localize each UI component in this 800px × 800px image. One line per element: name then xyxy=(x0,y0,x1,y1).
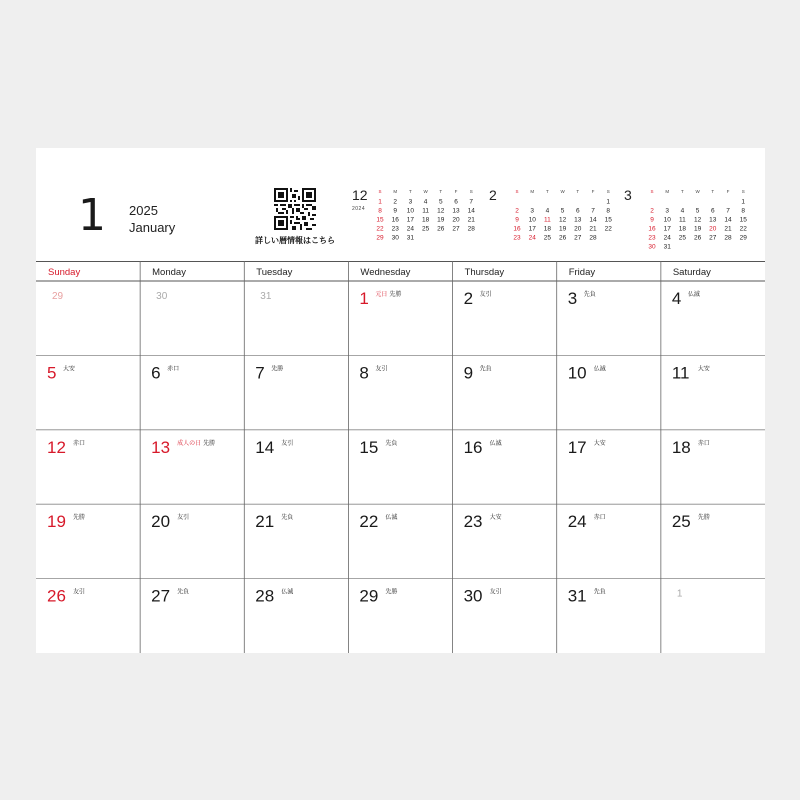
mini-day: 28 xyxy=(589,234,597,242)
mini-weekday-letter: W xyxy=(423,189,428,194)
rokuyo-label: 赤口 xyxy=(593,515,606,522)
rokuyo-label: 大安 xyxy=(489,515,502,522)
mini-day: 9 xyxy=(515,216,519,224)
rokuyo-label: 赤口 xyxy=(167,366,180,373)
weekday-header-saturday: Saturday xyxy=(672,267,711,278)
mini-day: 17 xyxy=(663,225,671,233)
rokuyo-label: 先勝 xyxy=(389,292,402,298)
rokuyo-label: 友引 xyxy=(281,440,294,447)
rokuyo-label: 仏滅 xyxy=(281,589,294,596)
day-number: 19 xyxy=(47,512,66,532)
mini-day: 21 xyxy=(589,225,597,233)
mini-day: 15 xyxy=(739,216,747,224)
rokuyo-label: 仏滅 xyxy=(489,440,502,447)
rokuyo-label: 先勝 xyxy=(203,440,216,447)
rokuyo-label: 友引 xyxy=(73,589,86,596)
mini-day: 23 xyxy=(648,234,656,242)
mini-day: 25 xyxy=(421,225,430,233)
month-grid xyxy=(36,261,765,653)
mini-day: 11 xyxy=(422,207,429,215)
mini-day: 3 xyxy=(408,198,413,206)
mini-day: 29 xyxy=(739,234,747,242)
rokuyo-label: 赤口 xyxy=(73,440,86,447)
rokuyo-label: 先負 xyxy=(385,440,398,447)
mini-day: 12 xyxy=(693,216,702,224)
rokuyo-label: 仏滅 xyxy=(593,366,606,373)
mini-day: 14 xyxy=(724,216,732,224)
mini-weekday-letter: F xyxy=(591,189,595,194)
weekday-header-monday: Monday xyxy=(152,267,186,278)
mini-day: 6 xyxy=(710,207,715,215)
mini-day: 4 xyxy=(423,198,428,206)
mini-day: 27 xyxy=(709,234,717,242)
mini-weekday-letter: S xyxy=(741,189,745,194)
mini-day: 1 xyxy=(378,198,382,206)
rokuyo-label: 友引 xyxy=(489,589,502,596)
mini-day: 13 xyxy=(574,216,582,224)
weekday-header-thursday: Thursday xyxy=(464,267,505,278)
mini-day: 18 xyxy=(421,216,430,224)
day-number: 26 xyxy=(47,586,66,606)
mini-weekday-letter: S xyxy=(515,189,519,194)
mini-day: 21 xyxy=(467,216,475,224)
mini-day: 8 xyxy=(606,207,611,215)
mini-day: 25 xyxy=(543,234,552,242)
mini-weekday-letter: M xyxy=(393,189,398,194)
day-number: 17 xyxy=(567,437,587,457)
rokuyo-label: 友引 xyxy=(177,515,190,522)
month-name-label: January xyxy=(129,220,176,235)
mini-day: 11 xyxy=(679,216,686,224)
mini-weekday-letter: S xyxy=(606,189,610,194)
mini-day: 26 xyxy=(437,225,445,233)
mini-day: 26 xyxy=(558,234,567,242)
rokuyo-label: 赤口 xyxy=(697,440,710,447)
mini-day: 23 xyxy=(391,225,399,233)
mini-day: 6 xyxy=(454,198,458,206)
mini-day: 7 xyxy=(726,207,730,215)
day-number: 4 xyxy=(671,289,682,308)
day-number: 5 xyxy=(47,363,57,383)
mini-day: 28 xyxy=(724,234,732,242)
mini-day: 20 xyxy=(709,225,717,233)
mini-day: 5 xyxy=(438,198,443,206)
mini-day: 29 xyxy=(376,234,384,242)
rokuyo-label: 友引 xyxy=(375,366,388,373)
rokuyo-label: 先負 xyxy=(583,292,596,298)
rokuyo-label: 先勝 xyxy=(697,515,710,522)
mini-day: 27 xyxy=(574,234,582,242)
mini-day: 17 xyxy=(528,225,536,233)
rokuyo-label: 先勝 xyxy=(385,589,398,596)
mini-day: 9 xyxy=(393,207,398,215)
mini-day: 13 xyxy=(709,216,717,224)
rokuyo-label: 大安 xyxy=(697,366,710,373)
mini-day: 3 xyxy=(530,207,535,215)
weekday-header-sunday: Sunday xyxy=(48,267,81,278)
mini-day: 23 xyxy=(513,234,521,242)
day-number: 13 xyxy=(151,437,171,457)
qr-caption: 詳しい暦情報はこちら xyxy=(255,236,335,245)
mini-day: 12 xyxy=(437,207,445,215)
day-number: 3 xyxy=(567,289,578,308)
mini-day: 19 xyxy=(558,225,567,233)
mini-day: 2 xyxy=(650,207,654,215)
day-number: 28 xyxy=(255,586,275,606)
mini-day: 31 xyxy=(663,243,671,250)
mini-day: 10 xyxy=(406,207,415,215)
mini-day: 2 xyxy=(515,207,519,215)
mini-day: 22 xyxy=(376,225,384,233)
mini-day: 4 xyxy=(545,207,550,215)
mini-day: 22 xyxy=(739,225,747,233)
mini-calendar-month: 3 xyxy=(624,187,632,203)
mini-day: 16 xyxy=(513,225,521,233)
rokuyo-label: 先負 xyxy=(177,589,190,596)
mini-weekday-letter: T xyxy=(439,189,443,194)
day-number: 2 xyxy=(463,289,474,308)
mini-weekday-letter: S xyxy=(378,189,382,194)
rokuyo-label: 先負 xyxy=(479,366,492,373)
mini-day: 22 xyxy=(604,225,612,233)
mini-day: 8 xyxy=(378,207,382,215)
mini-day: 13 xyxy=(452,207,460,215)
mini-day: 10 xyxy=(528,216,536,224)
rokuyo-label: 先負 xyxy=(281,515,294,522)
mini-day: 8 xyxy=(741,207,746,215)
rokuyo-label: 先勝 xyxy=(73,515,86,522)
mini-day: 18 xyxy=(678,225,687,233)
mini-day: 1 xyxy=(606,198,611,206)
weekday-header-friday: Friday xyxy=(568,267,596,278)
mini-day: 16 xyxy=(391,216,399,224)
weekday-header-wednesday: Wednesday xyxy=(360,267,411,278)
mini-day: 5 xyxy=(695,207,700,215)
day-number: 20 xyxy=(151,512,171,532)
mini-day: 17 xyxy=(406,216,415,224)
day-number: 30 xyxy=(463,586,483,606)
qr-code-icon[interactable] xyxy=(274,188,316,230)
day-number: 21 xyxy=(255,512,275,532)
mini-weekday-letter: S xyxy=(469,189,473,194)
mini-day: 24 xyxy=(528,234,536,242)
mini-calendar-grid xyxy=(373,186,483,250)
mini-day: 6 xyxy=(575,207,580,215)
mini-weekday-letter: T xyxy=(681,189,684,194)
mini-day: 11 xyxy=(544,216,551,224)
day-number: 9 xyxy=(463,363,474,383)
day-number: 31 xyxy=(567,586,587,606)
mini-day: 14 xyxy=(467,207,475,215)
day-number: 8 xyxy=(359,363,369,383)
day-number: 7 xyxy=(255,363,265,383)
mini-day: 15 xyxy=(376,216,384,224)
rokuyo-label: 仏滅 xyxy=(687,292,700,298)
mini-calendar-grid xyxy=(510,186,620,250)
rokuyo-label: 友引 xyxy=(479,292,492,298)
mini-weekday-letter: S xyxy=(650,189,654,194)
mini-day: 24 xyxy=(663,234,671,242)
mini-weekday-letter: W xyxy=(560,189,565,194)
mini-calendar-grid xyxy=(645,186,755,250)
mini-day: 10 xyxy=(663,216,671,224)
weekday-header-tuesday: Tuesday xyxy=(256,267,293,278)
holiday-label: 成人の日 xyxy=(177,440,202,447)
rokuyo-label: 先負 xyxy=(593,589,606,596)
mini-day: 26 xyxy=(693,234,702,242)
mini-day: 7 xyxy=(591,207,595,215)
day-number: 11 xyxy=(671,363,690,383)
mini-day: 21 xyxy=(724,225,732,233)
mini-weekday-letter: F xyxy=(726,189,730,194)
mini-weekday-letter: T xyxy=(576,189,580,194)
day-number: 15 xyxy=(359,437,379,457)
mini-day: 16 xyxy=(648,225,656,233)
mini-day: 19 xyxy=(693,225,702,233)
mini-day: 14 xyxy=(589,216,597,224)
mini-calendar-month: 2 xyxy=(489,187,497,203)
rokuyo-label: 仏滅 xyxy=(385,515,398,522)
mini-calendar-year: 2024 xyxy=(352,206,366,212)
mini-weekday-letter: F xyxy=(454,189,458,194)
mini-day: 20 xyxy=(574,225,582,233)
mini-day: 7 xyxy=(469,198,474,206)
mini-day: 4 xyxy=(680,207,685,215)
mini-calendar-month: 12 xyxy=(352,187,368,203)
day-number: 27 xyxy=(151,586,171,606)
mini-day: 28 xyxy=(467,225,475,233)
month-number: 1 xyxy=(78,190,106,241)
day-number: 16 xyxy=(463,437,483,457)
day-number: 6 xyxy=(151,363,161,383)
mini-day: 27 xyxy=(452,225,460,233)
mini-day: 20 xyxy=(452,216,460,224)
mini-weekday-letter: W xyxy=(695,189,700,194)
mini-day: 15 xyxy=(604,216,612,224)
mini-day: 30 xyxy=(648,243,656,250)
mini-day: 24 xyxy=(406,225,415,233)
day-number: 10 xyxy=(567,363,587,383)
rokuyo-label: 大安 xyxy=(63,366,76,373)
mini-day: 31 xyxy=(406,234,415,242)
outside-day-number: 1 xyxy=(676,588,683,600)
day-number: 24 xyxy=(567,512,587,532)
mini-day: 3 xyxy=(665,207,670,215)
mini-day: 2 xyxy=(393,198,398,206)
mini-day: 19 xyxy=(437,216,445,224)
day-number: 1 xyxy=(359,289,369,308)
day-number: 18 xyxy=(671,437,691,457)
mini-day: 30 xyxy=(391,234,399,242)
mini-day: 18 xyxy=(543,225,552,233)
day-number: 25 xyxy=(671,512,691,532)
year-label: 2025 xyxy=(129,203,158,218)
outside-day-number: 30 xyxy=(156,291,168,302)
mini-weekday-letter: M xyxy=(530,189,535,194)
mini-weekday-letter: M xyxy=(665,189,670,194)
outside-day-number: 29 xyxy=(52,291,64,302)
rokuyo-label: 大安 xyxy=(593,440,606,447)
rokuyo-label: 先勝 xyxy=(271,366,284,373)
mini-day: 5 xyxy=(560,207,565,215)
mini-weekday-letter: T xyxy=(546,189,549,194)
mini-day: 1 xyxy=(741,198,746,206)
outside-day-number: 31 xyxy=(260,291,272,302)
mini-day: 9 xyxy=(650,216,654,224)
day-number: 22 xyxy=(359,512,379,532)
day-number: 12 xyxy=(47,437,66,457)
mini-day: 25 xyxy=(678,234,687,242)
mini-weekday-letter: T xyxy=(711,189,715,194)
holiday-label: 元日 xyxy=(375,292,388,298)
day-number: 14 xyxy=(255,437,275,457)
mini-weekday-letter: T xyxy=(409,189,412,194)
day-number: 29 xyxy=(359,586,379,606)
day-number: 23 xyxy=(463,512,483,532)
mini-day: 12 xyxy=(558,216,567,224)
